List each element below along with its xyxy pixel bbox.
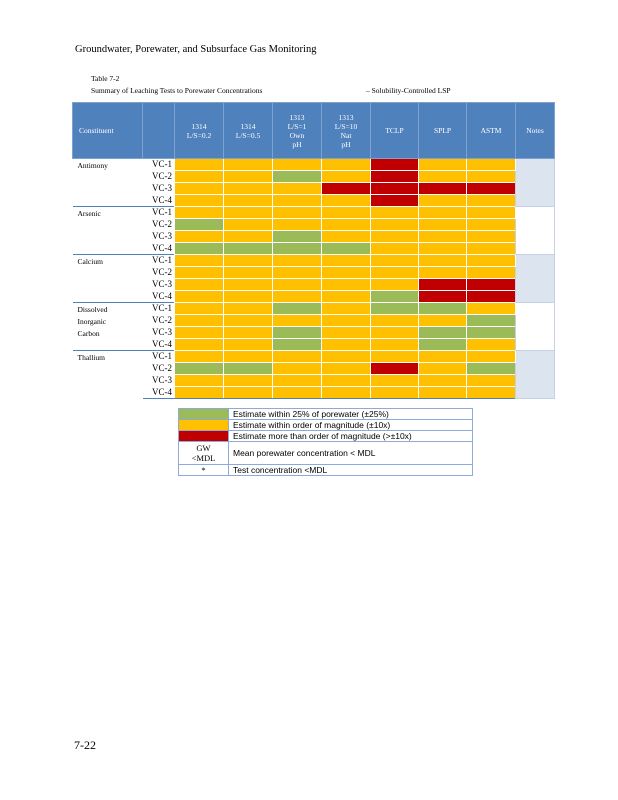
result-cell — [371, 159, 419, 171]
result-cell — [467, 327, 516, 339]
result-cell — [322, 303, 371, 315]
result-cell — [224, 351, 273, 363]
result-cell — [273, 339, 322, 351]
result-cell — [273, 171, 322, 183]
sample-label: VC-3 — [152, 279, 172, 289]
result-cell — [419, 339, 467, 351]
result-cell — [273, 231, 322, 243]
result-cell — [322, 171, 371, 183]
legend-text: Estimate within order of magnitude (±10x) — [229, 420, 473, 431]
result-cell — [273, 363, 322, 375]
result-cell — [419, 243, 467, 255]
table-row — [73, 159, 555, 171]
table-row — [73, 351, 555, 363]
sample-label: VC-4 — [152, 338, 172, 349]
result-cell — [419, 267, 467, 279]
table-body — [73, 159, 555, 399]
constituent-label: Arsenic — [73, 207, 143, 255]
notes-cell — [516, 255, 555, 303]
result-cell — [322, 339, 371, 351]
result-cell — [467, 279, 516, 291]
result-cell — [273, 291, 322, 303]
result-cell — [322, 207, 371, 219]
legend-symbol: * — [179, 465, 229, 476]
result-cell — [467, 207, 516, 219]
result-cell — [371, 363, 419, 375]
column-header: 1314 L/S=0.2 — [175, 103, 224, 159]
result-cell — [371, 339, 419, 351]
result-cell — [371, 231, 419, 243]
sample-label: VC-3 — [152, 183, 172, 193]
result-cell — [273, 183, 322, 195]
table-header-row — [73, 103, 555, 159]
result-cell — [224, 279, 273, 291]
result-cell — [175, 375, 224, 387]
result-cell — [371, 387, 419, 399]
result-cell — [224, 159, 273, 171]
column-header — [143, 103, 175, 159]
result-cell — [419, 315, 467, 327]
result-cell — [419, 387, 467, 399]
result-cell — [224, 171, 273, 183]
result-cell — [273, 255, 322, 267]
sample-label: VC-2 — [152, 267, 172, 277]
result-cell — [371, 207, 419, 219]
result-cell — [419, 171, 467, 183]
table-row — [73, 339, 555, 351]
table-row — [73, 171, 555, 183]
result-cell — [273, 375, 322, 387]
result-cell — [371, 183, 419, 195]
sample-label: VC-3 — [152, 327, 172, 337]
result-cell — [419, 195, 467, 207]
result-cell — [273, 159, 322, 171]
sample-label: VC-3 — [152, 231, 172, 241]
result-cell — [175, 387, 224, 399]
result-cell — [419, 291, 467, 303]
table-row — [73, 267, 555, 279]
result-cell — [419, 207, 467, 219]
result-cell — [419, 363, 467, 375]
column-header: Constituent — [73, 103, 143, 159]
result-cell — [175, 159, 224, 171]
table-row — [73, 363, 555, 375]
result-cell — [273, 315, 322, 327]
legend — [178, 408, 473, 476]
legend-text: Test concentration <MDL — [229, 465, 473, 476]
result-cell — [467, 171, 516, 183]
result-cell — [419, 219, 467, 231]
result-cell — [322, 183, 371, 195]
result-cell — [273, 279, 322, 291]
result-cell — [371, 351, 419, 363]
result-cell — [467, 183, 516, 195]
table-caption: Summary of Leaching Tests to Porewater Concentrations — [91, 86, 263, 95]
table-number: Table 7-2 — [91, 74, 120, 83]
table-row — [73, 291, 555, 303]
result-cell — [322, 267, 371, 279]
result-cell — [419, 375, 467, 387]
result-cell — [224, 195, 273, 207]
result-cell — [371, 315, 419, 327]
table-caption-subtitle: – Solubility-Controlled LSP — [366, 86, 451, 95]
legend-item — [179, 431, 473, 442]
result-cell — [224, 315, 273, 327]
table-row — [73, 327, 555, 339]
sample-label: VC-1 — [143, 207, 175, 219]
legend-item — [179, 442, 473, 465]
result-cell — [224, 207, 273, 219]
page-number: 7-22 — [74, 738, 96, 752]
result-cell — [467, 159, 516, 171]
sample-label: VC-1 — [143, 303, 175, 315]
result-cell — [419, 327, 467, 339]
result-cell — [224, 255, 273, 267]
result-cell — [175, 243, 224, 255]
result-cell — [467, 243, 516, 255]
column-header: ASTM — [467, 103, 516, 159]
legend-text: Mean porewater concentration < MDL — [229, 442, 473, 465]
result-cell — [419, 351, 467, 363]
result-cell — [322, 387, 371, 399]
result-cell — [419, 279, 467, 291]
result-cell — [371, 267, 419, 279]
sample-label: VC-3 — [152, 375, 172, 385]
sample-label: VC-1 — [143, 351, 175, 363]
result-cell — [322, 195, 371, 207]
sample-label: VC-4 — [152, 290, 172, 301]
result-cell — [371, 279, 419, 291]
result-cell — [175, 339, 224, 351]
notes-cell — [516, 207, 555, 255]
result-cell — [175, 363, 224, 375]
sample-label: VC-1 — [143, 255, 175, 267]
result-cell — [273, 303, 322, 315]
table-row — [73, 315, 555, 327]
result-cell — [273, 195, 322, 207]
column-header: 1313 L/S=10 Nat pH — [322, 103, 371, 159]
sample-label: VC-2 — [152, 219, 172, 229]
column-header: SPLP — [419, 103, 467, 159]
result-cell — [467, 291, 516, 303]
result-cell — [175, 255, 224, 267]
result-cell — [419, 159, 467, 171]
result-cell — [175, 267, 224, 279]
result-cell — [273, 351, 322, 363]
result-cell — [322, 243, 371, 255]
result-cell — [224, 363, 273, 375]
constituent-label: Calcium — [73, 255, 143, 303]
result-cell — [371, 195, 419, 207]
result-cell — [224, 231, 273, 243]
table-row — [73, 279, 555, 291]
constituent-label: Antimony — [73, 159, 143, 207]
table-row — [73, 231, 555, 243]
leaching-summary-table — [72, 102, 555, 399]
result-cell — [467, 303, 516, 315]
result-cell — [371, 327, 419, 339]
table-row — [73, 255, 555, 267]
notes-cell — [516, 303, 555, 351]
result-cell — [467, 219, 516, 231]
result-cell — [175, 171, 224, 183]
result-cell — [467, 351, 516, 363]
legend-item — [179, 465, 473, 476]
result-cell — [419, 231, 467, 243]
result-cell — [175, 219, 224, 231]
result-cell — [224, 183, 273, 195]
result-cell — [371, 171, 419, 183]
column-header: 1313 L/S=1 Own pH — [273, 103, 322, 159]
constituent-label: Thallium — [73, 351, 143, 399]
sample-label: VC-4 — [152, 242, 172, 253]
table-row — [73, 207, 555, 219]
result-cell — [224, 243, 273, 255]
result-cell — [175, 315, 224, 327]
result-cell — [371, 303, 419, 315]
result-cell — [371, 291, 419, 303]
result-cell — [467, 231, 516, 243]
column-header: 1314 L/S=0.5 — [224, 103, 273, 159]
result-cell — [467, 363, 516, 375]
sample-label: VC-2 — [152, 363, 172, 373]
result-cell — [467, 195, 516, 207]
sample-label: VC-4 — [143, 387, 175, 399]
result-cell — [371, 219, 419, 231]
result-cell — [371, 255, 419, 267]
sample-label: VC-2 — [152, 171, 172, 181]
result-cell — [273, 219, 322, 231]
result-cell — [273, 327, 322, 339]
legend-text: Estimate more than order of magnitude (>±10x) — [229, 431, 473, 442]
result-cell — [273, 267, 322, 279]
result-cell — [273, 387, 322, 399]
result-cell — [224, 291, 273, 303]
result-cell — [371, 375, 419, 387]
result-cell — [467, 339, 516, 351]
result-cell — [175, 195, 224, 207]
result-cell — [322, 219, 371, 231]
table-row — [73, 195, 555, 207]
result-cell — [322, 375, 371, 387]
result-cell — [224, 387, 273, 399]
result-cell — [322, 363, 371, 375]
table-row — [73, 303, 555, 315]
result-cell — [175, 279, 224, 291]
result-cell — [467, 375, 516, 387]
result-cell — [419, 303, 467, 315]
result-cell — [175, 207, 224, 219]
sample-label: VC-2 — [152, 315, 172, 325]
result-cell — [224, 267, 273, 279]
table-row — [73, 375, 555, 387]
sample-label: VC-4 — [152, 194, 172, 205]
result-cell — [175, 351, 224, 363]
column-header: TCLP — [371, 103, 419, 159]
result-cell — [175, 183, 224, 195]
result-cell — [322, 255, 371, 267]
constituent-label: Dissolved Inorganic Carbon — [73, 303, 143, 351]
legend-symbol: GW <MDL — [179, 442, 229, 465]
legend-swatch — [179, 431, 229, 442]
sample-label: VC-1 — [143, 159, 175, 171]
result-cell — [322, 231, 371, 243]
result-cell — [224, 339, 273, 351]
result-cell — [467, 387, 516, 399]
result-cell — [322, 327, 371, 339]
result-cell — [273, 207, 322, 219]
table-row — [73, 183, 555, 195]
legend-item — [179, 409, 473, 420]
result-cell — [467, 255, 516, 267]
legend-text: Estimate within 25% of porewater (±25%) — [229, 409, 473, 420]
result-cell — [322, 351, 371, 363]
result-cell — [224, 219, 273, 231]
result-cell — [175, 303, 224, 315]
legend-swatch — [179, 409, 229, 420]
notes-cell — [516, 351, 555, 399]
result-cell — [322, 279, 371, 291]
result-cell — [322, 159, 371, 171]
result-cell — [467, 267, 516, 279]
legend-item — [179, 420, 473, 431]
result-cell — [175, 291, 224, 303]
result-cell — [224, 375, 273, 387]
running-header: Groundwater, Porewater, and Subsurface Gas Monitoring — [75, 44, 317, 55]
column-header: Notes — [516, 103, 555, 159]
result-cell — [224, 303, 273, 315]
result-cell — [419, 255, 467, 267]
result-cell — [175, 327, 224, 339]
result-cell — [371, 243, 419, 255]
notes-cell — [516, 159, 555, 207]
table-row — [73, 243, 555, 255]
result-cell — [175, 231, 224, 243]
result-cell — [322, 315, 371, 327]
result-cell — [467, 315, 516, 327]
result-cell — [273, 243, 322, 255]
result-cell — [224, 327, 273, 339]
table-row — [73, 219, 555, 231]
table-row — [73, 387, 555, 399]
legend-swatch — [179, 420, 229, 431]
result-cell — [322, 291, 371, 303]
result-cell — [419, 183, 467, 195]
